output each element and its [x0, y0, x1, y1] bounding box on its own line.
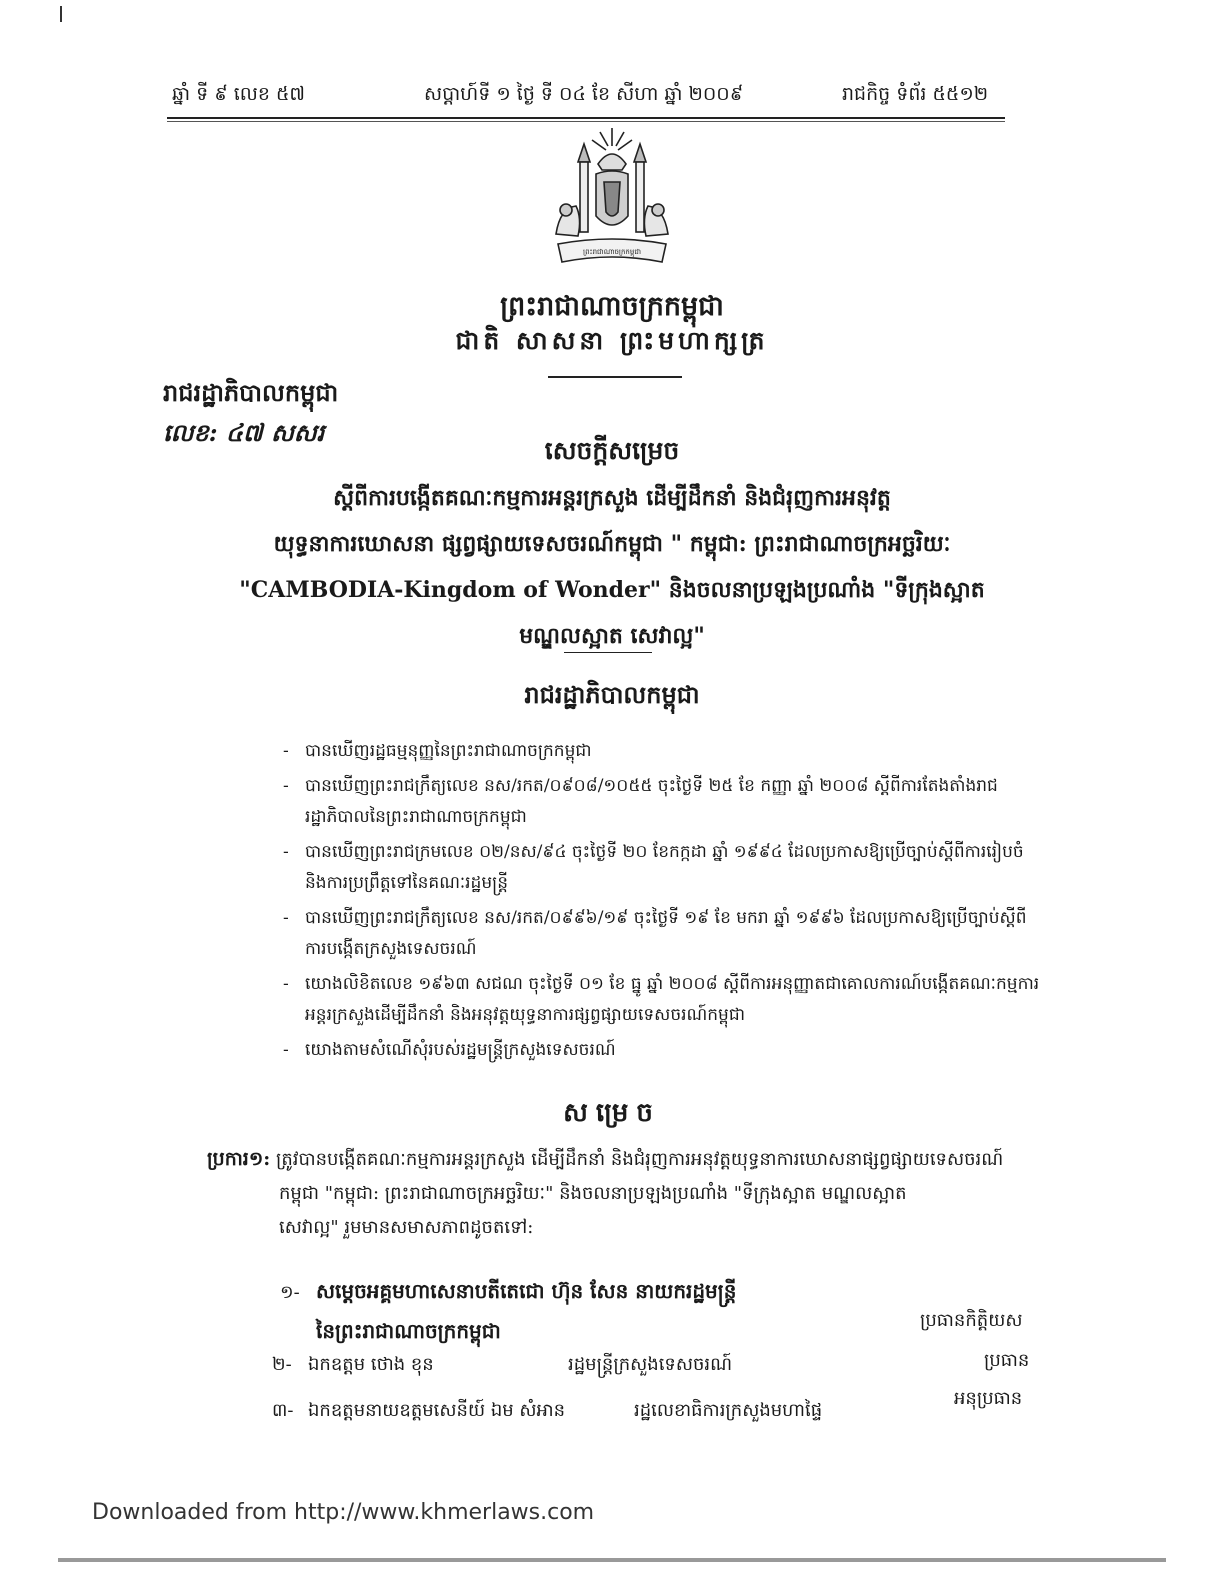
consideration-item: - បានឃើញព្រះរាជក្រឹត្យលេខ នស/រកត/០៩០៨/១០៥៥ ចុះថ្ងៃទី ២៥ ខែ កញ្ញា ឆ្នាំ ២០០៨ ស្តីពីការតែងតាំងរាជរដ្ឋាភិបាលនៃព្រះរាជាណាចក្រកម្ពុជា: [283, 776, 998, 827]
national-motto: ជាតិ សាសនា ព្រះមហាក្សត្រ: [455, 326, 769, 355]
member-role: ប្រធាន: [984, 1350, 1030, 1371]
gazette-date: សប្តាហ៍ទី ១ ថ្ងៃ ទី ០៤ ខែ សីហា ឆ្នាំ ២០០៩: [424, 83, 744, 105]
member-num: ១-: [280, 1282, 300, 1303]
decision-title-line2: យុទ្ធនាការឃោសនា ផ្សព្វផ្សាយទេសចរណ៍កម្ពុជា " កម្ពុជា: ព្រះរាជាណាចក្រអច្ឆរិយៈ: [273, 531, 951, 557]
decides-heading: សម្រេច: [563, 1098, 661, 1128]
decision-title-line3: "CAMBODIA-Kingdom of Wonder" និងចលនាប្រឡងប្រណាំង "ទីក្រុងស្អាត: [239, 577, 985, 603]
download-footer: Downloaded from http://www.khmerlaws.com: [92, 1500, 595, 1525]
decision-title-line4: មណ្ឌលស្អាត សេវាល្អ": [519, 623, 705, 649]
member-name: ឯកឧត្តម ថោង ខុន: [308, 1354, 434, 1375]
member-num: ៣-: [272, 1400, 294, 1421]
royal-emblem-icon: [538, 124, 686, 272]
emblem-sun-rays: [592, 128, 632, 150]
member-title: រដ្ឋលេខាធិការក្រសួងមហាផ្ទៃ: [634, 1400, 823, 1421]
member-role: អនុប្រធាន: [954, 1388, 1023, 1409]
member-num: ២-: [272, 1354, 292, 1375]
member-name: សម្តេចអគ្គមហាសេនាបតីតេជោ ហ៊ុន សែន នាយករដ្ឋមន្ត្រី: [316, 1279, 737, 1303]
decision-title-line1: ស្តីពីការបង្កើតគណៈកម្មការអន្តរក្រសួង ដើម្បីដឹកនាំ និងជំរុញការអនុវត្ត: [333, 485, 891, 511]
consideration-item: - បានឃើញព្រះរាជក្រមលេខ ០២/នស/៩៤ ចុះថ្ងៃទី ២០ ខែកក្កដា ឆ្នាំ ១៩៩៤ ដែលប្រកាសឱ្យប្រើច្បាប់ស្តីពីការរៀបចំ និងការប្រព្រឹត្តទៅនៃគណៈរដ្ឋមន្ត្រី: [283, 842, 1024, 893]
margin-tick: [60, 6, 62, 22]
article-1: [207, 1142, 1037, 1245]
gazette-page: រាជកិច្ច ទំព័រ ៥៥១២: [842, 83, 989, 105]
consideration-item: - យោងលិខិតលេខ ១៩៦៣ សជណ ចុះថ្ងៃទី ០១ ខែ ធ្នូ ឆ្នាំ ២០០៨ ស្តីពីការអនុញ្ញាតជាគោលការណ៍បង្កើតគណៈកម្មការអន្តរក្រសួងដើម្បីដឹកនាំ និងអនុវត្តយុទ្ធនាការផ្សព្វផ្សាយទេសចរណ៍កម្ពុជា: [283, 974, 1040, 1025]
issuer-number: លេខ: ៤៧ សសរ: [163, 418, 325, 447]
consideration-item: - បានឃើញរដ្ឋធម្មនុញ្ញនៃព្រះរាជាណាចក្រកម្ពុជា: [283, 741, 592, 761]
header-rule: [167, 117, 1005, 119]
government-heading: រាជរដ្ឋាភិបាលកម្ពុជា: [524, 680, 700, 709]
article-1-text: ត្រូវបានបង្កើតគណៈកម្មការអន្តរក្រសួង ដើម្បីដឹកនាំ និងជំរុញការអនុវត្តយុទ្ធនាការឃោសនាផ្សព្វផ្សាយទេសចរណ៍: [275, 1149, 1004, 1170]
article-1-text-cont: សេវាល្អ" រួមមានសមាសភាពដូចតទៅ:: [279, 1217, 534, 1238]
article-1-label: ប្រការ១:: [207, 1148, 271, 1170]
kingdom-name: ព្រះរាជាណាចក្រកម្ពុជា: [500, 291, 724, 322]
article-1-text-cont: កម្ពុជា "កម្ពុជា: ព្រះរាជាណាចក្រអច្ឆរិយៈ" និងចលនាប្រឡងប្រណាំង "ទីក្រុងស្អាត មណ្ឌលស្អាត: [279, 1183, 907, 1204]
motto-separator: [548, 376, 682, 378]
bottom-scan-edge: [58, 1558, 1166, 1562]
considerations-list: [283, 736, 1043, 1070]
issuer-name: រាជរដ្ឋាភិបាលកម្ពុជា: [163, 378, 339, 407]
header-rule-thin: [167, 121, 1005, 122]
emblem-banner: ព្រះរាជាណាចក្រកម្ពុជា: [582, 248, 642, 256]
title-separator: [564, 652, 652, 653]
consideration-item: - យោងតាមសំណើសុំរបស់រដ្ឋមន្ត្រីក្រសួងទេសចរណ៍: [283, 1040, 616, 1060]
gazette-issue: ឆ្នាំ ទី ៩ លេខ ៥៧: [172, 83, 305, 105]
consideration-item: - បានឃើញព្រះរាជក្រឹត្យលេខ នស/រកត/០៩៩៦/១៩ ចុះថ្ងៃទី ១៩ ខែ មករា ឆ្នាំ ១៩៩៦ ដែលប្រកាសឱ្យប្រើច្បាប់ស្តីពីការបង្កើតក្រសួងទេសចរណ៍: [283, 908, 1027, 959]
member-name: ឯកឧត្តមនាយឧត្តមសេនីយ៍ ឯម សំអាន: [308, 1400, 566, 1421]
member-title: រដ្ឋមន្ត្រីក្រសួងទេសចរណ៍: [568, 1354, 733, 1375]
member-role: ប្រធានកិត្តិយស: [920, 1310, 1023, 1331]
decision-heading: សេចក្តីសម្រេច: [544, 436, 680, 465]
member-name-cont: នៃព្រះរាជាណាចក្រកម្ពុជា: [316, 1319, 501, 1343]
